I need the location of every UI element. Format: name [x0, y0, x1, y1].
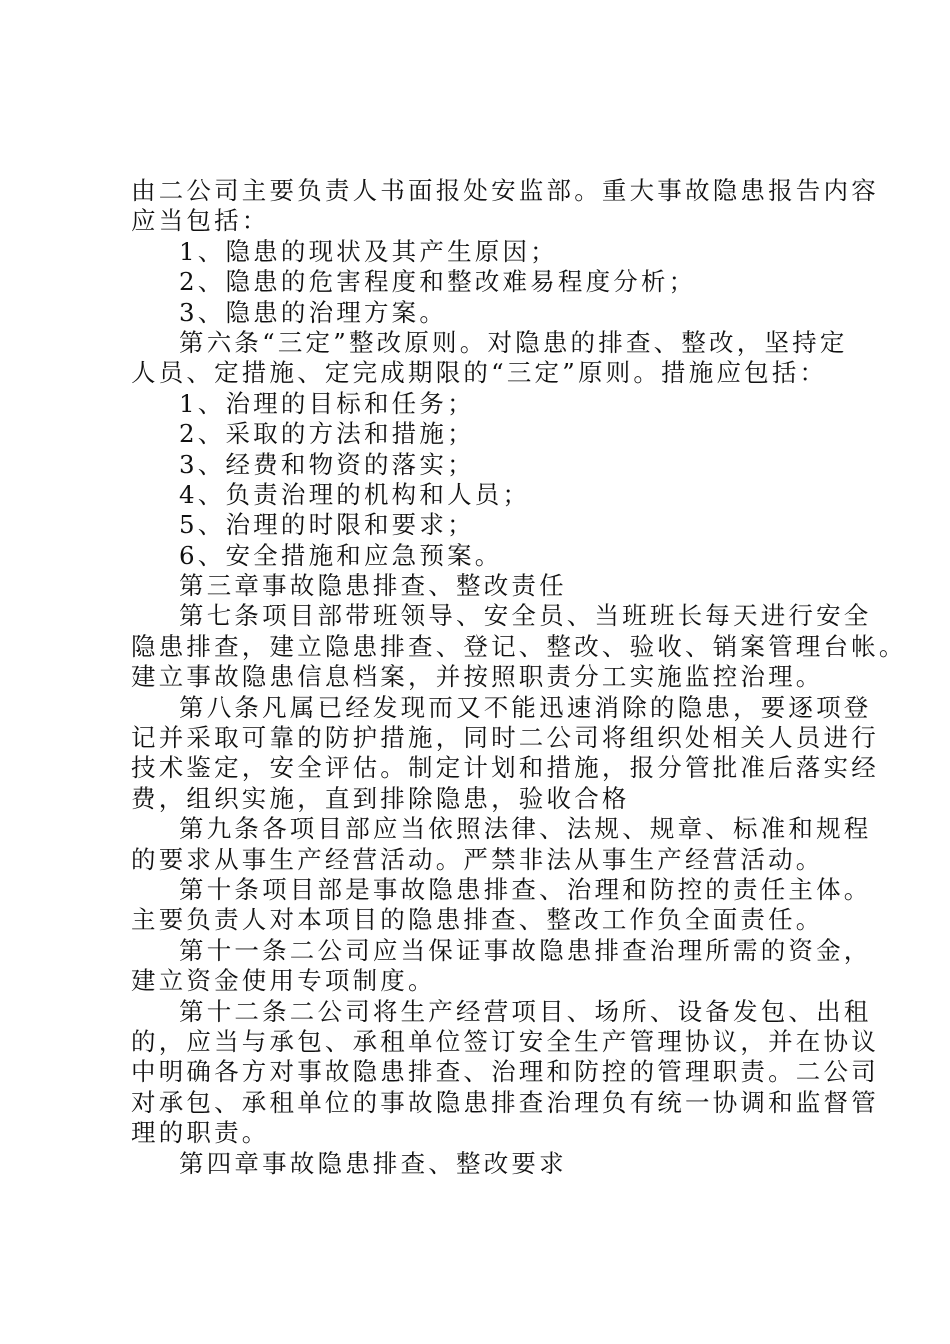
list-item: 5、治理的时限和要求；: [179, 510, 475, 540]
list-item: 1、治理的目标和任务；: [179, 388, 475, 418]
list-item: 3、经费和物资的落实；: [179, 449, 475, 479]
text-line: 对承包、承租单位的事故隐患排查治理负有统一协调和监督管: [131, 1087, 879, 1117]
list-item: 3、隐患的治理方案。: [179, 297, 448, 327]
article-line: 第六条“三定”整改原则。对隐患的排查、整改，坚持定: [179, 327, 848, 357]
text-line: 的要求从事生产经营活动。严禁非法从事生产经营活动。: [131, 844, 824, 874]
chapter-heading: 第三章事故隐患排查、整改责任: [179, 571, 567, 601]
text-line: 理的职责。: [131, 1118, 270, 1148]
text-line: 中明确各方对事故隐患排查、治理和防控的管理职责。二公司: [131, 1057, 879, 1087]
text-line: 主要负责人对本项目的隐患排查、整改工作负全面责任。: [131, 905, 824, 935]
text-line: 的，应当与承包、承租单位签订安全生产管理协议，并在协议: [131, 1026, 879, 1056]
text-line: 由二公司主要负责人书面报处安监部。重大事故隐患报告内容: [131, 176, 879, 205]
document-body: [131, 176, 907, 1179]
list-item: 2、隐患的危害程度和整改难易程度分析；: [179, 267, 697, 297]
article-line: 第十二条二公司将生产经营项目、场所、设备发包、出租: [179, 996, 872, 1026]
text-line: 人员、定措施、定完成期限的“三定”原则。措施应包括：: [131, 358, 828, 388]
article-line: 第十一条二公司应当保证事故隐患排查治理所需的资金，: [179, 935, 872, 965]
text-line: 隐患排查，建立隐患排查、登记、整改、验收、销案管理台帐。: [131, 631, 907, 661]
text-line: 记并采取可靠的防护措施，同时二公司将组织处相关人员进行: [131, 723, 879, 753]
text-line: 技术鉴定，安全评估。制定计划和措施，报分管批准后落实经: [131, 753, 879, 783]
text-line: 费，组织实施，直到排除隐患，验收合格: [131, 783, 630, 813]
list-item: 6、安全措施和应急预案。: [179, 540, 503, 570]
text-line: 建立事故隐患信息档案，并按照职责分工实施监控治理。: [131, 662, 824, 692]
list-item: 2、采取的方法和措施；: [179, 419, 475, 449]
list-item: 4、负责治理的机构和人员；: [179, 479, 531, 509]
text-line: 应当包括：: [131, 206, 270, 236]
list-item: 1、隐患的现状及其产生原因；: [179, 236, 558, 266]
article-line: 第十条项目部是事故隐患排查、治理和防控的责任主体。: [179, 874, 872, 904]
article-line: 第七条项目部带班领导、安全员、当班班长每天进行安全: [179, 601, 872, 631]
article-line: 第八条凡属已经发现而又不能迅速消除的隐患，要逐项登: [179, 692, 872, 722]
article-line: 第九条各项目部应当依照法律、法规、规章、标准和规程: [179, 814, 872, 844]
chapter-heading: 第四章事故隐患排查、整改要求: [179, 1148, 567, 1178]
text-line: 建立资金使用专项制度。: [131, 966, 436, 996]
